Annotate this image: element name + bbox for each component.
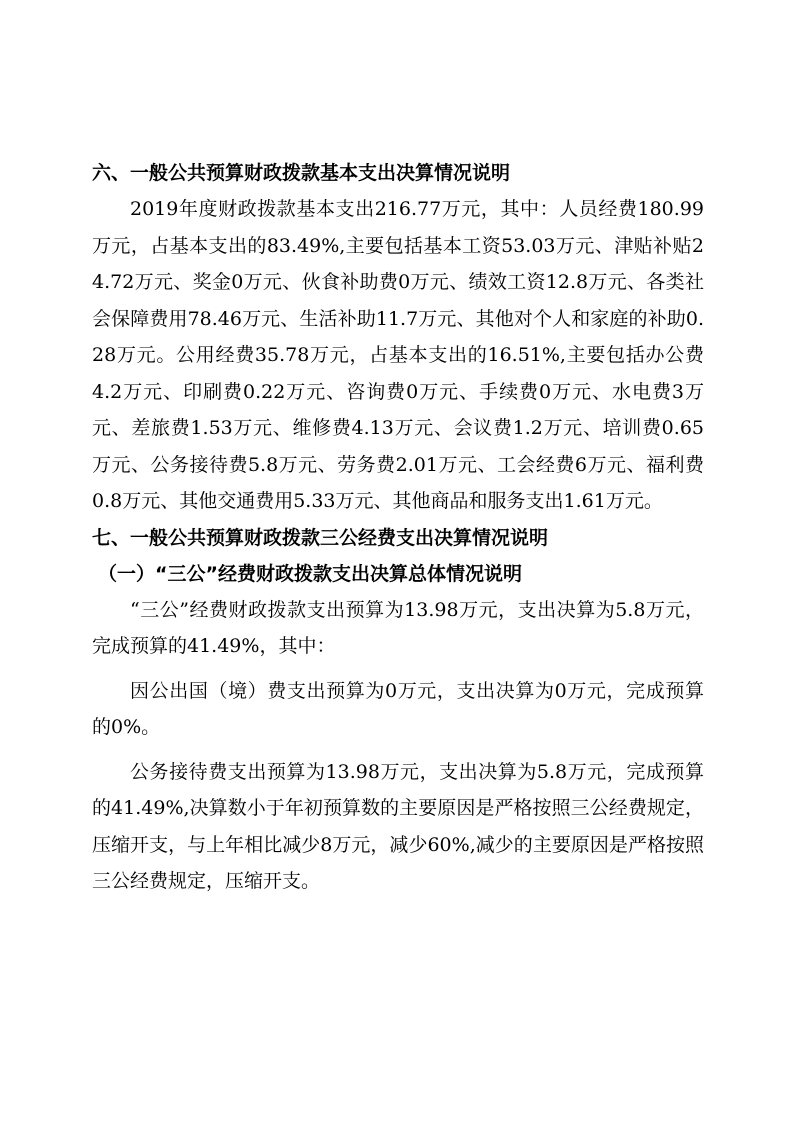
section-7-subheading: （一）“三公”经费财政拨款支出决算总体情况说明 xyxy=(98,562,522,585)
section-7-paragraph-summary: “三公”经费财政拨款支出预算为13.98万元，支出决算为5.8万元，完成预算的41.49%，其中： xyxy=(92,598,704,657)
section-7-heading: 七、一般公共预算财政拨款三公经费支出决算情况说明 xyxy=(92,526,549,549)
section-6-heading: 六、一般公共预算财政拨款基本支出决算情况说明 xyxy=(92,162,511,184)
section-6-paragraph: 2019年度财政拨款基本支出216.77万元，其中：人员经费180.99万元，占基本支出的83.49%,主要包括基本工资53.03万元、津贴补贴24.72万元、奖金0万元、伙食补助费0万元、绩效工资12.8万元、各类社会保障费用78.46万元、生活补助11.7万元、其他对个人和家庭的补助0.28万元。公用经费35.78万元，占基本支出的16.51%,主要包括办公费4.2万元、印刷费0.22万元、咨询费0万元、手续费0万元、水电费3万元、差旅费1.53万元、维修费4.13万元、会议费1.2万元、培训费0.65万元、公务接待费5.8万元、劳务费2.01万元、工会经费6万元、福利费0.8万元、其他交通费用5.33万元、其他商品和服务支出1.61万元。 xyxy=(92,198,704,512)
section-7-paragraph-overseas: 因公出国（境）费支出预算为0万元，支出决算为0万元，完成预算的0%。 xyxy=(92,679,704,738)
section-7-paragraph-reception: 公务接待费支出预算为13.98万元，支出决算为5.8万元，完成预算的41.49%,决算数小于年初预算数的主要原因是严格按照三公经费规定，压缩开支，与上年相比减少8万元，减少60%,减少的主要原因是严格按照三公经费规定，压缩开支。 xyxy=(92,760,704,892)
document-page xyxy=(92,155,704,900)
